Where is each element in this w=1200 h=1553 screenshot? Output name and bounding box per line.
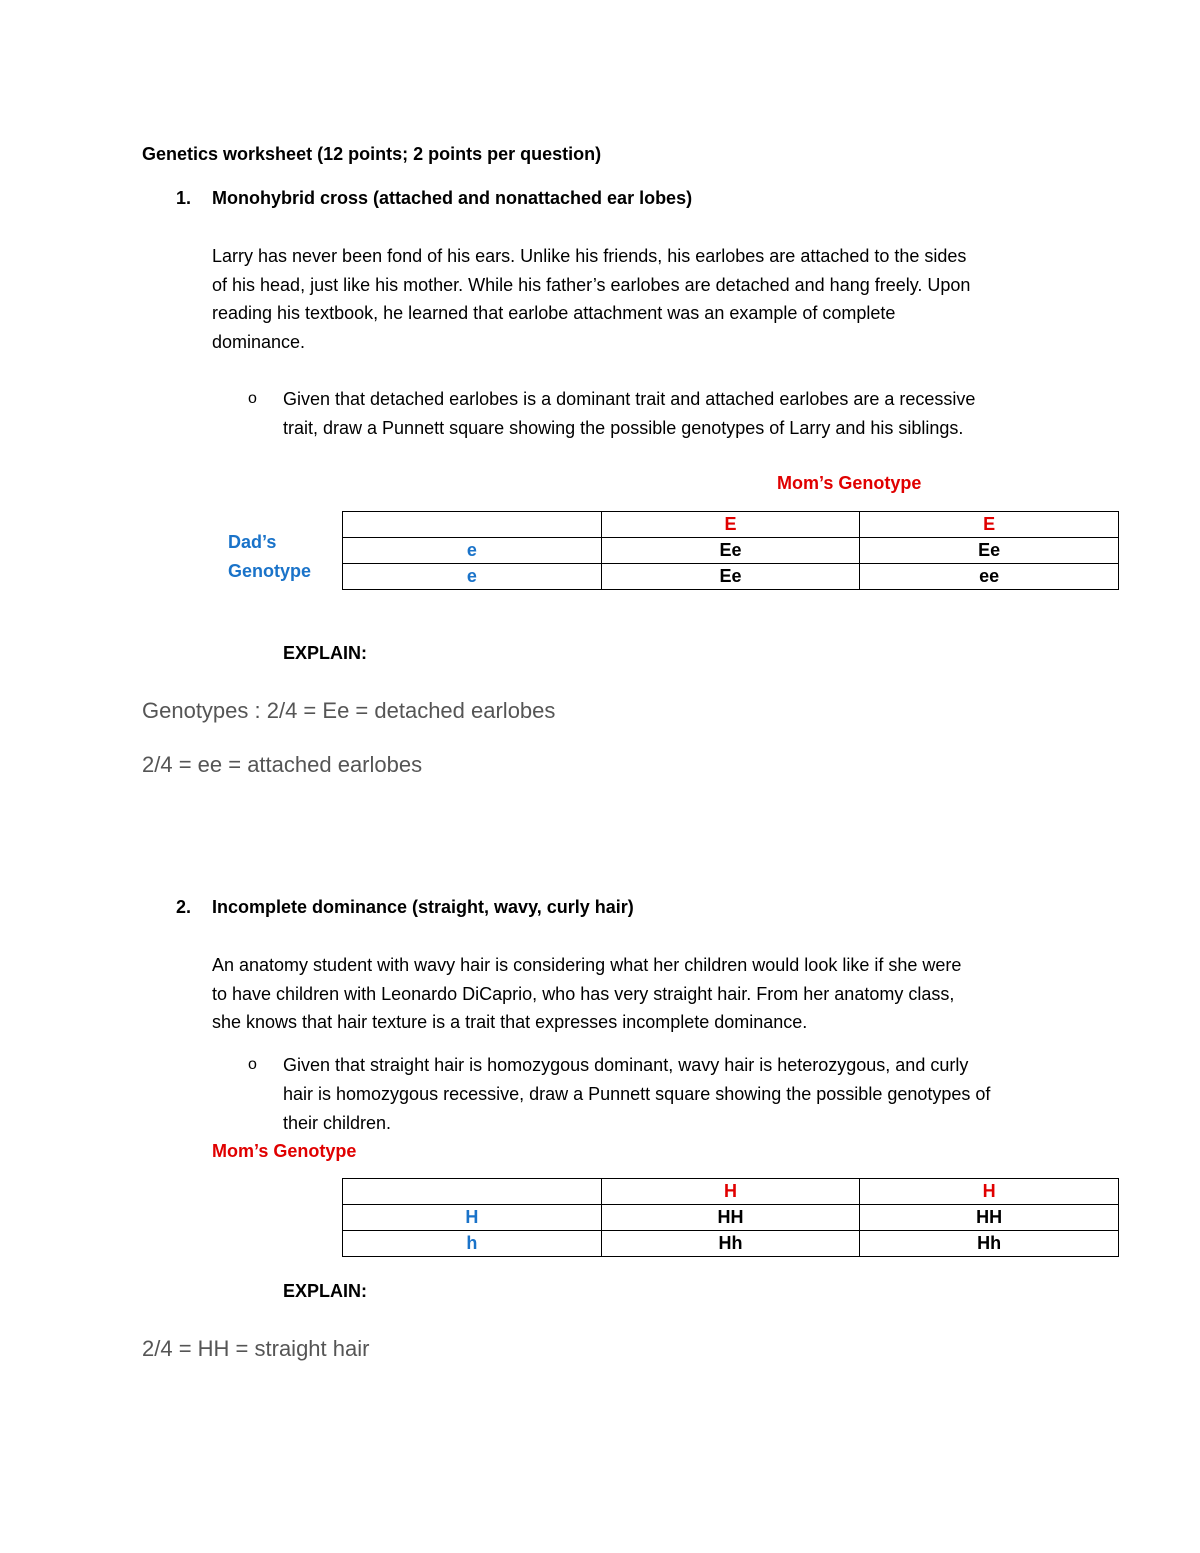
q2-bullet-marker: o	[248, 1056, 257, 1073]
q2-explain-label: EXPLAIN:	[283, 1281, 368, 1301]
table-row	[343, 512, 1119, 538]
punnett-cell: HH	[860, 1205, 1119, 1231]
punnett-dad-allele: H	[343, 1205, 602, 1231]
q1-paragraph-line: dominance.	[212, 332, 306, 353]
table-row	[343, 1231, 1119, 1257]
q2-paragraph-line: An anatomy student with wavy hair is considering what her children would look like if she were	[212, 955, 962, 975]
q1-punnett-square	[342, 511, 1119, 590]
q2-mom-genotype-label: Mom’s Genotype	[212, 1141, 357, 1161]
q1-answer-line: 2/4 = ee = attached earlobes	[142, 752, 423, 777]
punnett-cell: Ee	[860, 538, 1119, 564]
punnett-mom-allele: E	[601, 512, 860, 538]
q2-bullet-line: hair is homozygous recessive, draw a Punnett square showing the possible genotypes of	[283, 1084, 991, 1104]
q2-bullet-line: Given that straight hair is homozygous dominant, wavy hair is heterozygous, and curly	[283, 1055, 969, 1075]
q1-paragraph	[212, 242, 1072, 357]
q2-number: 2.	[176, 897, 192, 917]
punnett-cell: Ee	[601, 564, 860, 590]
worksheet-title: Genetics worksheet (12 points; 2 points per question)	[142, 144, 602, 164]
q2-paragraph-line: to have children with Leonardo DiCaprio, who has very straight hair. From her anatomy class,	[212, 983, 955, 1004]
q1-number: 1.	[176, 188, 192, 208]
q2-paragraph	[212, 951, 1072, 1037]
q2-bullet-line: their children.	[283, 1113, 392, 1133]
q2-heading: Incomplete dominance (straight, wavy, curly hair)	[212, 897, 634, 917]
q1-dad-genotype-label-line1: Dad’s	[228, 532, 277, 552]
punnett-mom-allele: H	[860, 1179, 1119, 1205]
punnett-dad-allele: e	[343, 564, 602, 590]
q1-bullet-marker: o	[248, 390, 257, 407]
q1-paragraph-line: reading his textbook, he learned that earlobe attachment was an example of complete	[212, 303, 896, 324]
punnett-dad-allele: e	[343, 538, 602, 564]
q1-bullet-text	[283, 385, 1083, 443]
q1-bullet-line: trait, draw a Punnett square showing the possible genotypes of Larry and his siblings.	[283, 418, 964, 438]
table-row	[343, 538, 1119, 564]
q1-bullet-line: Given that detached earlobes is a dominant trait and attached earlobes are a recessive	[283, 389, 976, 409]
punnett-cell: Ee	[601, 538, 860, 564]
q1-paragraph-line: Larry has never been fond of his ears. Unlike his friends, his earlobes are attached to the sides	[212, 246, 967, 266]
table-row	[343, 1179, 1119, 1205]
punnett-cell: ee	[860, 564, 1119, 590]
q1-heading: Monohybrid cross (attached and nonattached ear lobes)	[212, 188, 693, 208]
punnett-cell: Hh	[601, 1231, 860, 1257]
punnett-mom-allele: H	[601, 1179, 860, 1205]
q1-answer-line: Genotypes : 2/4 = Ee = detached earlobes	[142, 698, 556, 723]
table-row	[343, 1205, 1119, 1231]
punnett-corner-cell	[343, 512, 602, 538]
q1-dad-genotype-label-line2: Genotype	[228, 561, 312, 581]
q2-bullet-text	[283, 1051, 1083, 1138]
q2-punnett-square	[342, 1178, 1119, 1257]
q2-paragraph-line: she knows that hair texture is a trait that expresses incomplete dominance.	[212, 1012, 808, 1033]
q1-mom-genotype-label: Mom’s Genotype	[777, 473, 922, 493]
q1-paragraph-line: of his head, just like his mother. While his father’s earlobes are detached and hang freely. Upon	[212, 274, 971, 295]
q1-explain-label: EXPLAIN:	[283, 643, 368, 663]
punnett-corner-cell	[343, 1179, 602, 1205]
punnett-cell: HH	[601, 1205, 860, 1231]
table-row	[343, 564, 1119, 590]
punnett-cell: Hh	[860, 1231, 1119, 1257]
punnett-mom-allele: E	[860, 512, 1119, 538]
q2-answer-line: 2/4 = HH = straight hair	[142, 1336, 370, 1361]
punnett-dad-allele: h	[343, 1231, 602, 1257]
